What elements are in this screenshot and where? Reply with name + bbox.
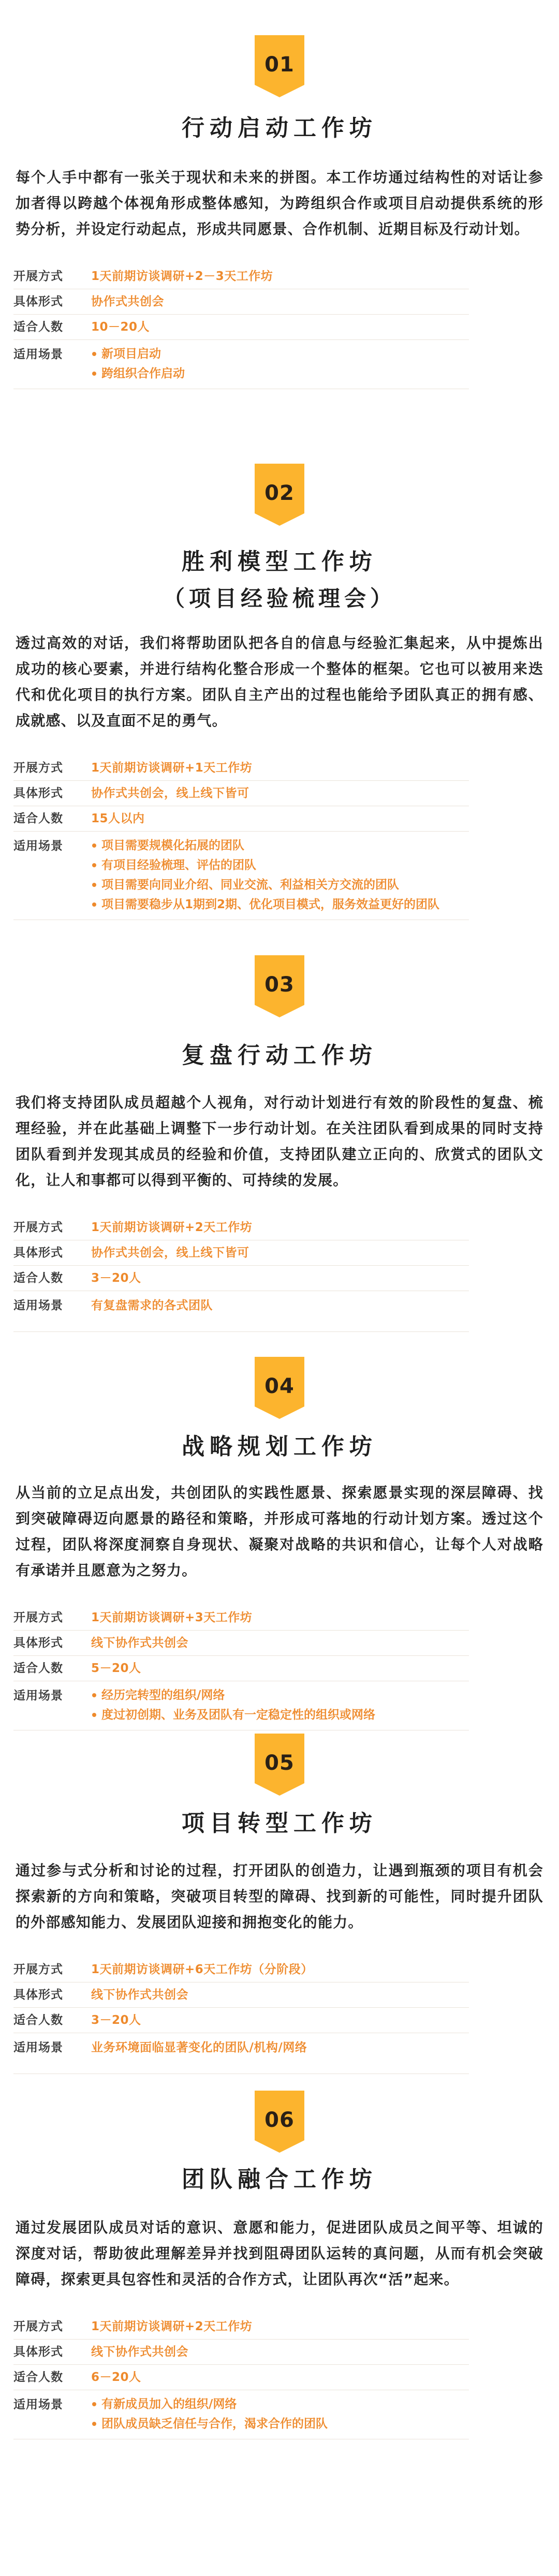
- workshop-title: 团队融合工作坊: [182, 2166, 377, 2193]
- row-scene: [13, 340, 469, 389]
- workshop-title: 战略规划工作坊: [182, 1433, 377, 1460]
- form-label: 具体形式: [13, 1246, 63, 1260]
- form-value: 线下协作式共创会: [91, 1988, 188, 2002]
- form-label: 具体形式: [13, 2345, 63, 2359]
- row-format: [13, 1957, 469, 1982]
- workshop-title: 行动启动工作坊: [182, 115, 377, 141]
- row-form: [13, 1240, 469, 1266]
- scene-list: [91, 344, 185, 383]
- badge-number: 03: [264, 973, 295, 997]
- row-format: [13, 756, 469, 781]
- form-label: 具体形式: [13, 1636, 63, 1650]
- badge-number: 01: [264, 53, 295, 77]
- workshop-02: [0, 464, 559, 920]
- scene-label: 适用场景: [13, 839, 63, 853]
- format-value: 1天前期访谈调研+2－3天工作坊: [91, 270, 273, 283]
- row-scene: [13, 1681, 469, 1730]
- scene-list: [91, 2394, 328, 2434]
- workshop-description: 每个人手中都有一张关于现状和未来的拼图。本工作坊通过结构性的对话让参加者得以跨越个体视角形成整体感知，为跨组织合作或项目启动提供系统的形势分析，并设定行动起点，形成共同愿景、合作机制、近期目标及行动计划。: [16, 169, 543, 238]
- scene-item: 项目需要向同业介绍、同业交流、利益相关方交流的团队: [91, 875, 439, 895]
- size-label: 适合人数: [13, 1662, 63, 1675]
- size-label: 适合人数: [13, 2371, 63, 2384]
- form-value: 线下协作式共创会: [91, 1636, 188, 1650]
- number-badge: [255, 955, 304, 1017]
- form-label: 具体形式: [13, 1988, 63, 2002]
- info-table: [13, 1605, 469, 1730]
- format-value: 1天前期访谈调研+2天工作坊: [91, 2320, 253, 2333]
- badge-number: 06: [264, 2108, 295, 2132]
- workshop-description: 通过参与式分析和讨论的过程，打开团队的创造力，让遇到瓶颈的项目有机会探索新的方向和策略，突破项目转型的障碍、找到新的可能性，同时提升团队的外部感知能力、发展团队迎接和拥抱变化的能力。: [16, 1862, 543, 1931]
- workshop-title: 胜利模型工作坊: [182, 549, 377, 575]
- scene-item: 有项目经验梳理、评估的团队: [91, 855, 439, 875]
- size-label: 适合人数: [13, 812, 63, 825]
- number-badge: [255, 464, 304, 526]
- size-value: 3－20人: [91, 1271, 141, 1285]
- workshop-05: [0, 1734, 559, 2074]
- scene-label: 适用场景: [13, 2398, 63, 2411]
- workshop-06: [0, 2091, 559, 2439]
- size-label: 适合人数: [13, 320, 63, 334]
- format-label: 开展方式: [13, 1611, 63, 1624]
- row-format: [13, 1215, 469, 1240]
- number-badge: [255, 1357, 304, 1419]
- scene-item: 经历完转型的组织/网络: [91, 1685, 375, 1705]
- workshop-subtitle: （项目经验梳理会）: [163, 586, 396, 611]
- form-label: 具体形式: [13, 787, 63, 800]
- row-form: [13, 289, 469, 315]
- workshop-description: 从当前的立足点出发，共创团队的实践性愿景、探索愿景实现的深层障碍、找到突破障碍迈向愿景的路径和策略，并形成可落地的行动计划方案。透过这个过程，团队将深度洞察自身现状、凝聚对战略的共识和信心，让每个人对战略有承诺并且愿意为之努力。: [16, 1484, 543, 1579]
- info-table: [13, 1957, 469, 2074]
- size-value: 15人以内: [91, 812, 145, 825]
- size-value: 5－20人: [91, 1662, 141, 1675]
- scene-list: [91, 836, 439, 914]
- scene-label: 适用场景: [13, 348, 63, 361]
- scene-list: [91, 1685, 375, 1725]
- info-table: [13, 264, 469, 389]
- badge-number: 05: [264, 1751, 295, 1775]
- scene-item: 跨组织合作启动: [91, 364, 185, 383]
- scene-label: 适用场景: [13, 1299, 63, 1312]
- size-value: 6－20人: [91, 2371, 141, 2384]
- row-scene: [13, 2390, 469, 2439]
- scene-value: 有复盘需求的各式团队: [91, 1299, 213, 1312]
- badge-number: 04: [264, 1374, 295, 1398]
- scene-item: 有新成员加入的组织/网络: [91, 2394, 328, 2414]
- info-table: [13, 756, 469, 920]
- format-value: 1天前期访谈调研+2天工作坊: [91, 1221, 253, 1234]
- row-scene: [13, 1291, 469, 1332]
- format-value: 1天前期访谈调研+3天工作坊: [91, 1611, 253, 1624]
- row-form: [13, 1631, 469, 1656]
- size-label: 适合人数: [13, 1271, 63, 1285]
- format-label: 开展方式: [13, 270, 63, 283]
- form-value: 协作式共创会: [91, 295, 164, 308]
- workshop-04: [0, 1357, 559, 1730]
- row-size: [13, 806, 469, 832]
- scene-value: 业务环境面临显著变化的团队/机构/网络: [91, 2041, 307, 2054]
- row-form: [13, 2340, 469, 2365]
- row-scene: [13, 2033, 469, 2074]
- number-badge: [255, 1734, 304, 1796]
- form-value: 协作式共创会，线上线下皆可: [91, 787, 249, 800]
- form-label: 具体形式: [13, 295, 63, 308]
- scene-item: 新项目启动: [91, 344, 185, 364]
- info-table: [13, 2314, 469, 2439]
- size-value: 10－20人: [91, 320, 150, 334]
- number-badge: [255, 2091, 304, 2153]
- format-value: 1天前期访谈调研+1天工作坊: [91, 761, 253, 775]
- format-label: 开展方式: [13, 1221, 63, 1234]
- workshop-01: [0, 35, 559, 389]
- row-size: [13, 2008, 469, 2033]
- workshop-description: 我们将支持团队成员超越个人视角，对行动计划进行有效的阶段性的复盘、梳理经验，并在此基础上调整下一步行动计划。在关注团队看到成果的同时支持团队看到并发现其成员的经验和价值，支持团队建立正向的、欣赏式的团队文化，让人和事都可以得到平衡的、可持续的发展。: [16, 1094, 543, 1189]
- scene-item: 度过初创期、业务及团队有一定稳定性的组织或网络: [91, 1705, 375, 1725]
- number-badge: [255, 35, 304, 97]
- row-format: [13, 264, 469, 289]
- badge-number: 02: [264, 481, 295, 505]
- row-scene: [13, 832, 469, 920]
- workshop-description: 通过发展团队成员对话的意识、意愿和能力，促进团队成员之间平等、坦诚的深度对话，帮助彼此理解差异并找到阻碍团队运转的真问题，从而有机会突破障碍，探索更具包容性和灵活的合作方式，让团队再次“活”起来。: [16, 2219, 543, 2288]
- scene-item: 项目需要规模化拓展的团队: [91, 836, 439, 855]
- row-format: [13, 2314, 469, 2340]
- format-label: 开展方式: [13, 761, 63, 775]
- workshop-title: 复盘行动工作坊: [182, 1042, 377, 1069]
- workshop-description: 透过高效的对话，我们将帮助团队把各自的信息与经验汇集起来，从中提炼出成功的核心要素，并进行结构化整合形成一个整体的框架。它也可以被用来迭代和优化项目的执行方案。团队自主产出的过程也能给予团队真正的拥有感、成就感、以及直面不足的勇气。: [16, 634, 543, 729]
- info-table: [13, 1215, 469, 1332]
- row-size: [13, 2365, 469, 2390]
- scene-label: 适用场景: [13, 2041, 63, 2054]
- row-size: [13, 315, 469, 340]
- format-label: 开展方式: [13, 2320, 63, 2333]
- row-size: [13, 1656, 469, 1681]
- workshop-title: 项目转型工作坊: [182, 1810, 377, 1837]
- row-form: [13, 781, 469, 806]
- row-form: [13, 1982, 469, 2008]
- form-value: 协作式共创会，线上线下皆可: [91, 1246, 249, 1260]
- scene-item: 团队成员缺乏信任与合作，渴求合作的团队: [91, 2414, 328, 2434]
- format-label: 开展方式: [13, 1963, 63, 1976]
- row-format: [13, 1605, 469, 1631]
- row-size: [13, 1266, 469, 1291]
- size-label: 适合人数: [13, 2014, 63, 2027]
- scene-item: 项目需要稳步从1期到2期、优化项目模式，服务效益更好的团队: [91, 895, 439, 914]
- scene-label: 适用场景: [13, 1689, 63, 1702]
- workshop-03: [0, 955, 559, 1332]
- form-value: 线下协作式共创会: [91, 2345, 188, 2359]
- format-value: 1天前期访谈调研+6天工作坊（分阶段）: [91, 1963, 313, 1976]
- size-value: 3－20人: [91, 2014, 141, 2027]
